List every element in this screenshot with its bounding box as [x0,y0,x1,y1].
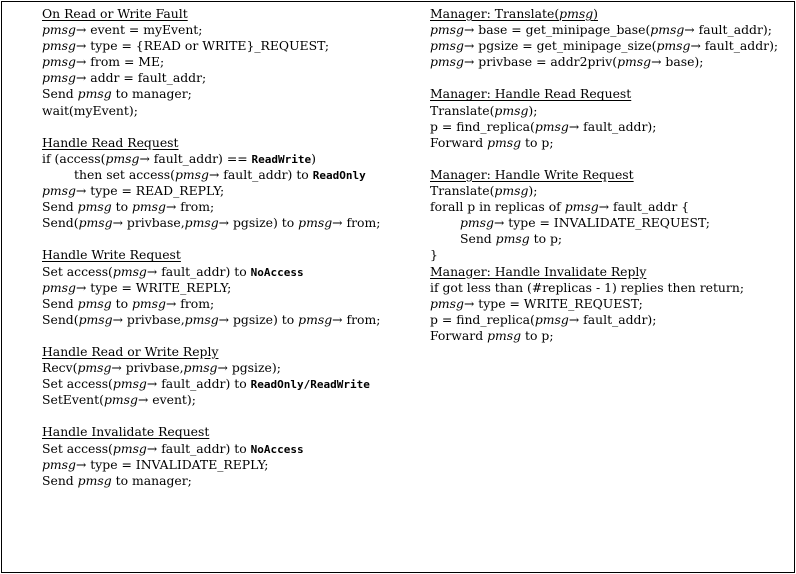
code-text: to p; [521,134,554,150]
variable-name: pmsg [42,456,76,472]
code-line [430,22,792,38]
code-line [42,167,412,183]
variable-name: pmsg [42,38,76,54]
code-line [42,392,412,408]
variable-name: pmsg [487,134,522,150]
section-heading [430,167,792,183]
code-text: → from = ME; [75,54,165,70]
code-text: Send( [42,215,79,231]
access-keyword: NoAccess [250,265,304,279]
code-text: to p; [529,231,563,247]
code-text: → type = WRITE_REQUEST; [463,295,643,311]
code-text: ) [593,6,598,21]
access-keyword: ReadOnly/ReadWrite [250,378,370,392]
code-text: → privbase, [111,360,184,376]
blank-line [430,151,792,167]
section-heading [430,264,792,280]
code-text: Forward [430,327,488,343]
code-text: Send [42,199,78,215]
variable-name: pmsg [77,295,112,311]
code-line [430,312,792,328]
code-line [430,247,792,263]
code-text: Send [42,472,78,488]
code-line [42,70,412,86]
section-heading [42,135,412,151]
code-text: Forward [430,134,488,150]
code-text: Manager: Handle Invalidate Reply [430,263,647,279]
blank-line [42,119,412,135]
code-text: to manager; [111,86,192,102]
variable-name: pmsg [430,54,464,70]
blank-line [42,408,412,424]
code-line [42,457,412,473]
code-line [42,54,412,70]
code-text: Translate( [430,102,495,118]
code-line [430,296,792,312]
code-text: to p; [521,327,554,343]
blank-line [42,231,412,247]
variable-name: pmsg [564,199,599,215]
code-text: → from; [165,199,215,215]
code-text: Manager: Translate( [430,6,560,21]
code-text: if (access( [42,150,106,166]
code-text: → fault_addr) to [146,263,251,279]
code-line [430,135,792,151]
code-line [430,54,792,70]
code-text: → type = READ_REPLY; [75,183,225,199]
code-text: Send [460,231,496,247]
section-heading [42,344,412,360]
code-text: → fault_addr); [684,22,772,38]
code-text: → base); [651,54,704,70]
code-text: → type = {READ or WRITE}_REQUEST; [75,38,330,54]
variable-name: pmsg [656,38,691,54]
variable-name: pmsg [495,231,530,247]
code-line [430,199,792,215]
variable-name: pmsg [650,22,685,38]
variable-name: pmsg [42,70,76,86]
code-text: → privbase = addr2priv( [463,54,618,70]
variable-name: pmsg [77,472,112,488]
access-keyword: NoAccess [250,442,304,456]
code-line [430,119,792,135]
code-text: ); [528,102,538,118]
variable-name: pmsg [103,392,138,408]
section-heading [42,247,412,263]
code-line [42,22,412,38]
code-text: to manager; [111,472,192,488]
variable-name: pmsg [559,6,594,21]
code-line [42,103,412,119]
code-text: p = find_replica( [430,118,535,134]
variable-name: pmsg [131,295,166,311]
code-text: to [111,295,132,311]
code-line [42,280,412,296]
left-column [42,6,412,489]
code-text: → pgsize = get_minipage_size( [463,38,657,54]
code-line [42,473,412,489]
code-text: Send [42,86,78,102]
code-line [42,376,412,392]
variable-name: pmsg [184,311,219,327]
variable-name: pmsg [298,311,333,327]
code-text: } [430,247,438,263]
code-line [430,38,792,54]
code-text: Set access( [42,376,113,392]
variable-name: pmsg [42,279,76,295]
variable-name: pmsg [42,183,76,199]
code-text: → from; [332,215,381,231]
code-line [430,103,792,119]
code-line [42,360,412,376]
variable-name: pmsg [112,440,147,456]
variable-name: pmsg [494,102,529,118]
code-text: Handle Read or Write Reply [42,343,219,359]
variable-name: pmsg [77,86,112,102]
section-heading [42,6,412,22]
code-text: → type = INVALIDATE_REPLY; [75,456,269,472]
code-text: → event); [137,392,196,408]
code-text: → base = get_minipage_base( [463,22,651,38]
code-text: forall p in replicas of [430,199,565,215]
section-heading [430,86,792,102]
code-text: Manager: Handle Write Request [430,166,634,182]
code-text: → privbase, [112,311,185,327]
code-text: Manager: Handle Read Request [430,86,632,102]
code-text: if got less than (#replicas - 1) replies then return; [430,279,744,295]
code-text: ) [311,150,316,166]
code-text: → pgsize) to [218,311,299,327]
code-line [42,38,412,54]
right-column [430,6,792,344]
code-text: → privbase, [112,215,185,231]
code-text: Handle Invalidate Request [42,424,210,440]
pseudocode-figure [1,1,795,573]
code-text: → fault_addr); [568,118,657,134]
code-line [430,183,792,199]
variable-name: pmsg [617,54,652,70]
code-text: Handle Read Request [42,134,179,150]
variable-name: pmsg [78,311,113,327]
access-keyword: ReadWrite [251,152,312,166]
code-text: wait(myEvent); [42,102,138,118]
code-text: p = find_replica( [430,311,535,327]
access-keyword: ReadOnly [312,168,366,182]
variable-name: pmsg [112,376,147,392]
code-text: to [111,199,132,215]
blank-line [42,328,412,344]
variable-name: pmsg [184,215,219,231]
variable-name: pmsg [42,22,76,38]
code-text: SetEvent( [42,392,104,408]
variable-name: pmsg [77,199,112,215]
code-text: → type = WRITE_REPLY; [75,279,232,295]
variable-name: pmsg [487,327,522,343]
variable-name: pmsg [534,311,569,327]
code-line [42,86,412,102]
section-heading [430,6,792,22]
code-text: Set access( [42,440,113,456]
code-line [430,231,792,247]
variable-name: pmsg [460,215,494,231]
code-text: → from; [332,311,381,327]
code-line [42,312,412,328]
code-text: → fault_addr { [598,199,690,215]
variable-name: pmsg [174,166,209,182]
code-text: → fault_addr); [690,38,779,54]
code-text: → type = INVALIDATE_REQUEST; [493,215,710,231]
code-text: → event = myEvent; [75,22,203,38]
code-text: → fault_addr); [568,311,657,327]
code-text: → from; [165,295,215,311]
code-text: Handle Write Request [42,247,181,263]
variable-name: pmsg [534,118,569,134]
section-heading [42,424,412,440]
variable-name: pmsg [42,54,76,70]
code-line [42,183,412,199]
code-text: then set access( [74,166,175,182]
code-line [42,151,412,167]
code-text: On Read or Write Fault [42,6,188,21]
variable-name: pmsg [77,360,112,376]
variable-name: pmsg [183,360,218,376]
code-text: Set access( [42,263,113,279]
variable-name: pmsg [430,38,464,54]
code-text: ); [528,183,538,199]
code-line [430,280,792,296]
variable-name: pmsg [112,263,147,279]
code-text: → fault_addr) to [208,166,313,182]
code-text: → pgsize); [217,360,281,376]
code-line [42,215,412,231]
code-line [42,264,412,280]
variable-name: pmsg [430,295,464,311]
variable-name: pmsg [78,215,113,231]
variable-name: pmsg [298,215,333,231]
code-line [430,328,792,344]
code-line [42,441,412,457]
blank-line [430,70,792,86]
variable-name: pmsg [430,22,464,38]
code-line [42,296,412,312]
variable-name: pmsg [494,183,529,199]
variable-name: pmsg [131,199,166,215]
code-text: → fault_addr) == [139,150,252,166]
code-line [42,199,412,215]
code-text: Translate( [430,183,495,199]
code-line [430,215,792,231]
code-text: → pgsize) to [218,215,299,231]
code-text: → addr = fault_addr; [75,70,207,86]
code-text: Send [42,295,78,311]
code-text: → fault_addr) to [146,440,251,456]
code-text: Send( [42,311,79,327]
code-text: Recv( [42,360,78,376]
code-text: → fault_addr) to [146,376,251,392]
variable-name: pmsg [105,150,140,166]
